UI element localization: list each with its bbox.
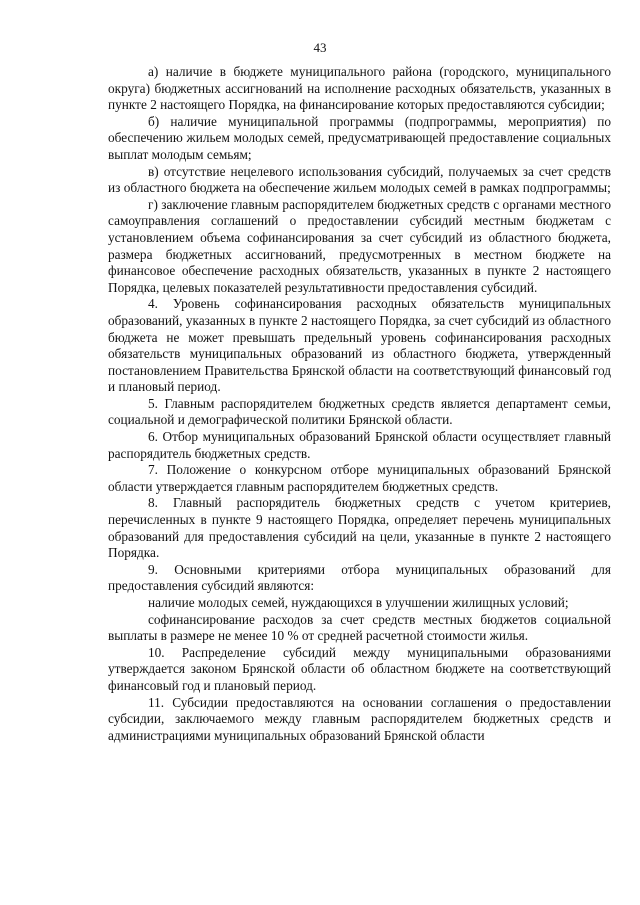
paragraph-g: г) заключение главным распорядителем бюджетных средств с органами местного самоуправления соглашений о предоставлении субсидий местным бюджетам с установлением объема софинансирования за счет субсидий из областного бюджета, размера бюджетных ассигнований, предусмотренных в местном бюджете на финансовое обеспечение расходных обязательств, указанных в пункте 2 настоящего Порядка, целевых показателей результативности предоставления субсидий.: [108, 196, 611, 295]
paragraph-6: 6. Отбор муниципальных образований Брянской области осуществляет главный распорядитель бюджетных средств.: [108, 429, 611, 461]
paragraph-5: 5. Главным распорядителем бюджетных средств является департамент семьи, социальной и демографической политики Брянской области.: [108, 395, 611, 428]
paragraph-b: б) наличие муниципальной программы (подпрограммы, мероприятия) по обеспечению жильем молодых семей, предусматривающей предоставление социальных выплат молодым семьям;: [108, 113, 611, 162]
paragraph-4: 4. Уровень софинансирования расходных обязательств муниципальных образований, указанных в пункте 2 настоящего Порядка, за счет субсидий из областного бюджета не может превышать предельный уровень софинансирования расходных обязательств муниципальных образований из областного бюджета, утвержденный постановлением Правительства Брянской области на соответствующий финансовый год и плановый период.: [108, 296, 611, 395]
paragraph-10: 10. Распределение субсидий между муниципальными образованиями утверждается законом Брянской области об областном бюджете на соответствующий финансовый год и плановый период.: [108, 644, 611, 693]
paragraph-11: 11. Субсидии предоставляются на основании соглашения о предоставлении субсидии, заключаемого между главным распорядителем бюджетных средств и администрациями муниципальных образований Брянской области: [108, 694, 611, 743]
page-number: 43: [313, 40, 327, 55]
paragraph-a: а) наличие в бюджете муниципального района (городского, муниципального округа) бюджетных ассигнований на исполнение расходных обязательств, указанных в пункте 2 настоящего Порядка, на финансирование которых предоставляются субсидии;: [108, 64, 611, 113]
paragraph-v: в) отсутствие нецелевого использования субсидий, получаемых за счет средств из областного бюджета на обеспечение жильем молодых семей в рамках подпрограммы;: [108, 163, 611, 196]
document-body: [108, 64, 611, 744]
criterion-young-families: наличие молодых семей, нуждающихся в улучшении жилищных условий;: [148, 595, 569, 610]
paragraph-9: 9. Основными критериями отбора муниципальных образований для предоставления субсидий являются:: [108, 561, 611, 594]
criterion-cofinancing: софинансирование расходов за счет средств местных бюджетов социальной выплаты в размере не менее 10 % от средней расчетной стоимости жилья.: [108, 611, 611, 644]
paragraph-8: 8. Главный распорядитель бюджетных средств с учетом критериев, перечисленных в пункте 9 настоящего Порядка, определяет перечень муниципальных образований для предоставления субсидий на цели, указанные в пункте 2 настоящего Порядка.: [108, 495, 611, 561]
paragraph-7: 7. Положение о конкурсном отборе муниципальных образований Брянской области утверждается главным распорядителем бюджетных средств.: [108, 462, 611, 494]
